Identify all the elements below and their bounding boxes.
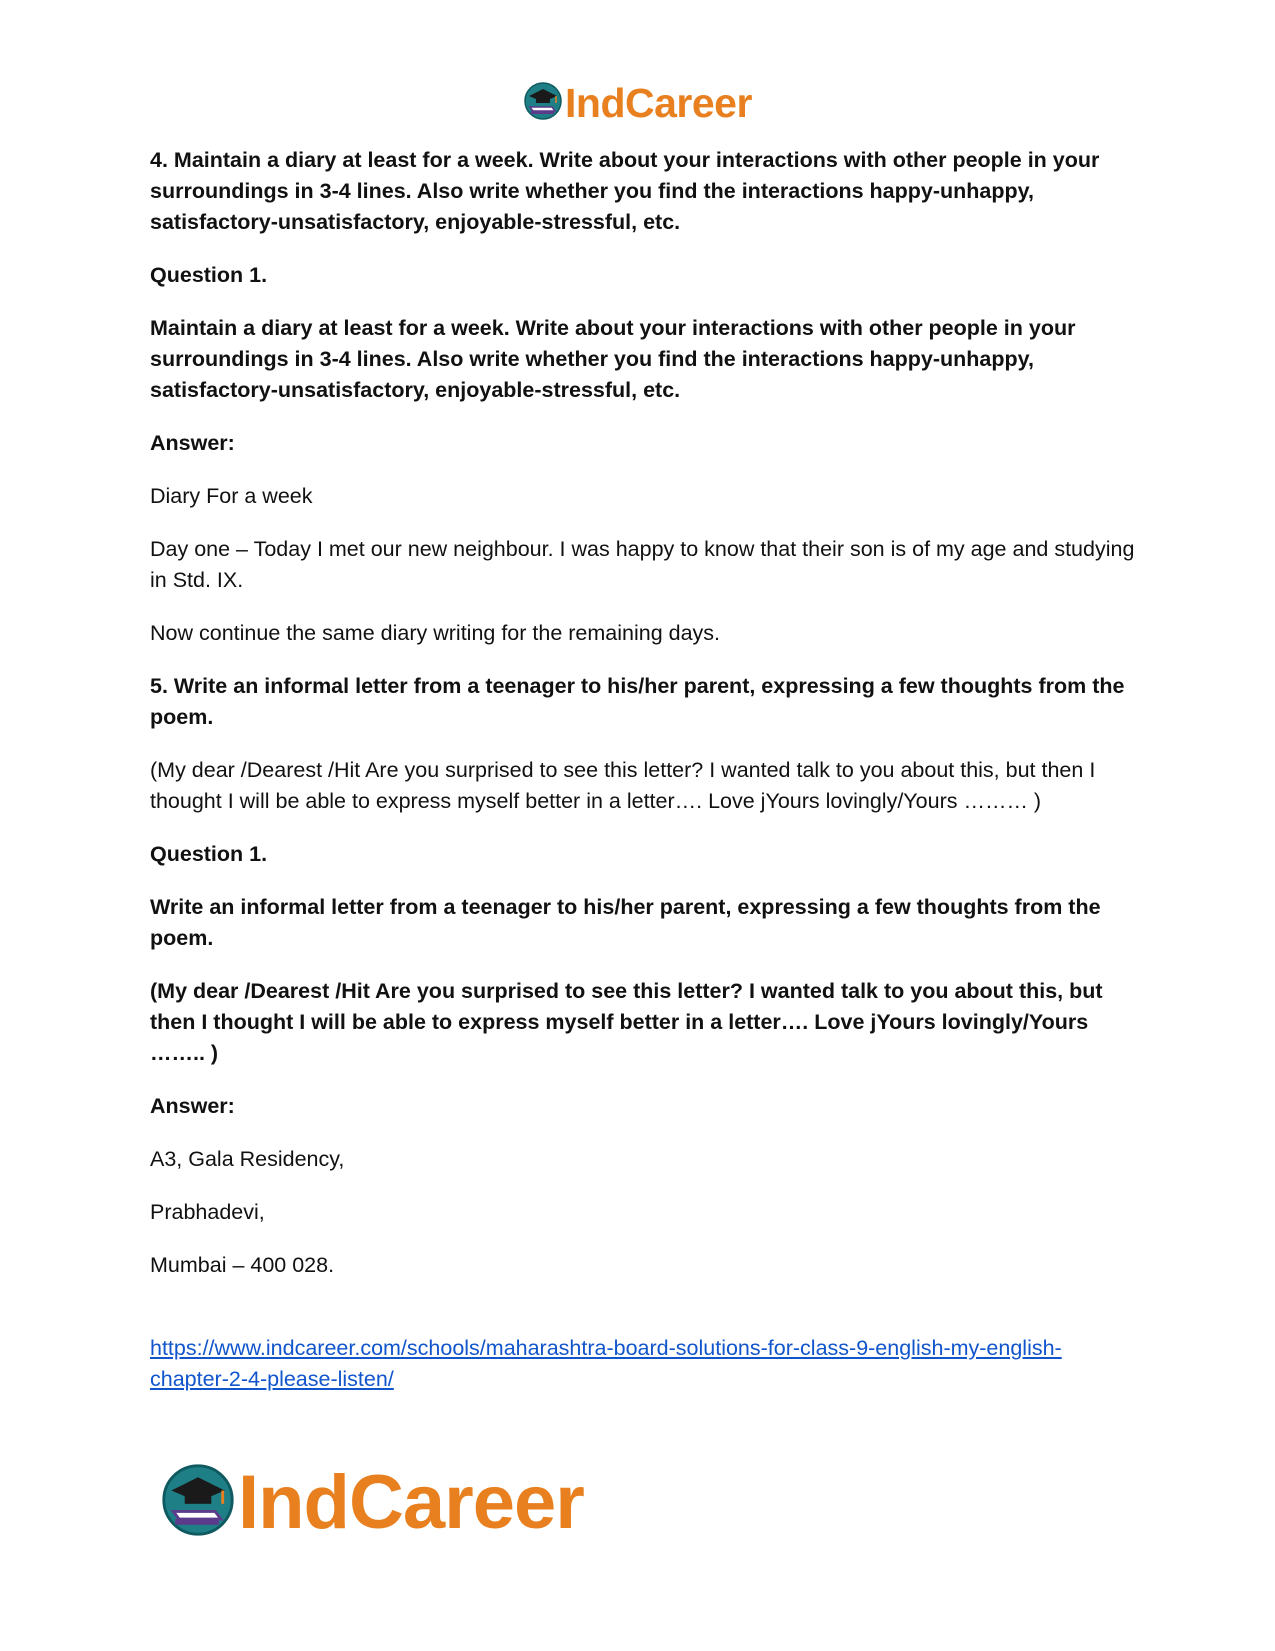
address-line: A3, Gala Residency, bbox=[150, 1147, 345, 1171]
question-hint: (My dear /Dearest /Hit Are you surprised to see this letter? I wanted talk to you about this, but then I thought I will be able to express myself better in a letter…. Love jYours lovingly/Yours …….. ) bbox=[150, 979, 1103, 1065]
section-heading: 5. Write an informal letter from a teenager to his/her parent, expressing a few thoughts from the poem. bbox=[150, 674, 1125, 729]
question-text: Maintain a diary at least for a week. Write about your interactions with other people in your surroundings in 3-4 lines. Also write whether you find the interactions happy-unhappy, satisfactory-unsatisfactory, enjoyable-stressful, etc. bbox=[150, 316, 1076, 402]
graduation-cap-book-icon bbox=[160, 1462, 236, 1543]
answer-label: Answer: bbox=[150, 431, 235, 455]
source-link[interactable]: https://www.indcareer.com/schools/maharashtra-board-solutions-for-class-9-english-my-english-chapter-2-4-please-listen/ bbox=[150, 1336, 1062, 1391]
graduation-cap-book-icon bbox=[523, 81, 563, 126]
diary-title: Diary For a week bbox=[150, 484, 313, 508]
letter-hint: (My dear /Dearest /Hit Are you surprised to see this letter? I wanted talk to you about this, but then I thought I will be able to express myself better in a letter…. Love jYours lovingly/Yours ……… ) bbox=[150, 758, 1096, 813]
address-line: Mumbai – 400 028. bbox=[150, 1253, 335, 1277]
diary-instruction: Now continue the same diary writing for the remaining days. bbox=[150, 621, 721, 645]
question-label: Question 1. bbox=[150, 842, 268, 866]
address-line: Prabhadevi, bbox=[150, 1200, 265, 1224]
section-heading: 4. Maintain a diary at least for a week. Write about your interactions with other people in your surroundings in 3-4 lines. Also write whether you find the interactions happy-unhappy, satisfactory-unsatisfactory, enjoyable-stressful, etc. bbox=[150, 148, 1100, 234]
question-label: Question 1. bbox=[150, 263, 268, 287]
header-logo bbox=[0, 78, 1275, 128]
logo-text: IndCareer bbox=[565, 79, 752, 126]
question-text: Write an informal letter from a teenager to his/her parent, expressing a few thoughts from the poem. bbox=[150, 895, 1101, 950]
diary-entry: Day one – Today I met our new neighbour. I was happy to know that their son is of my age and studying in Std. IX. bbox=[150, 537, 1135, 592]
document-body bbox=[150, 145, 1140, 1395]
footer-logo bbox=[160, 1459, 584, 1545]
answer-label: Answer: bbox=[150, 1094, 235, 1118]
logo-text: IndCareer bbox=[238, 1459, 584, 1545]
